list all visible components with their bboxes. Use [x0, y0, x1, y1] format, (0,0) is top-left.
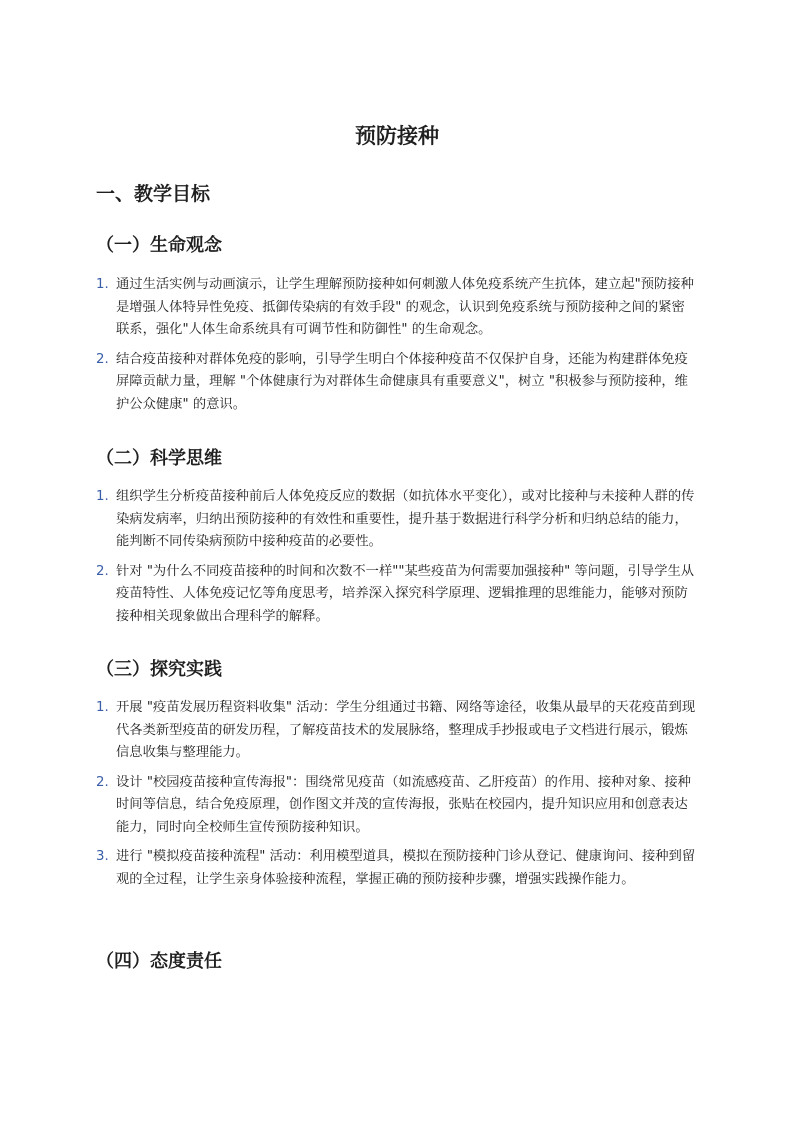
inquiry-practice-list	[96, 697, 698, 898]
list-item-number: 1.	[96, 700, 109, 715]
section-heading-teaching-goals: 一、教学目标	[96, 183, 211, 205]
list-item-text: 组织学生分析疫苗接种前后人体免疫反应的数据（如抗体水平变化），或对比接种与未接种人群的传染病发病率，归纳出预防接种的有效性和重要性，提升基于数据进行科学分析和归纳总结的能力，能判断不同传染病预防中接种疫苗的必要性。	[116, 489, 695, 549]
subsection-heading-attitude-responsibility: （四）态度责任	[96, 951, 222, 972]
list-item-number: 2.	[96, 563, 109, 579]
subsection-heading-scientific-thinking: （二）科学思维	[96, 448, 222, 469]
list-item-number: 2.	[96, 351, 109, 367]
life-concept-list	[96, 274, 698, 423]
list-item	[96, 349, 698, 417]
list-item-text: 结合疫苗接种对群体免疫的影响，引导学生明白个体接种疫苗不仅保护自身，还能为构建群体免疫屏障贡献力量，理解 "个体健康行为对群体生命健康具有重要意义"，树立 "积极参与预防接种，维护公众健康" 的意识。	[116, 351, 688, 412]
list-item-text: 通过生活实例与动画演示，让学生理解预防接种如何刺激人体免疫系统产生抗体，建立起"预防接种是增强人体特异性免疫、抵御传染病的有效手段" 的观念，认识到免疫系统与预防接种之间的紧密联系，强化"人体生命系统具有可调节性和防御性" 的生命观念。	[116, 277, 694, 337]
list-item	[96, 561, 698, 629]
list-item	[96, 486, 698, 554]
list-item	[96, 697, 698, 765]
list-item-number: 3.	[96, 849, 109, 864]
list-item-number: 1.	[96, 277, 109, 292]
list-item-text: 针对 "为什么不同疫苗接种的时间和次数不一样""某些疫苗为何需要加强接种" 等问题，引导学生从疫苗特性、人体免疫记忆等角度思考，培养深入探究科学原理、逻辑推理的思维能力，能够对预防接种相关现象做出合理科学的解释。	[116, 563, 695, 624]
list-item-text: 进行 "模拟疫苗接种流程" 活动：利用模型道具，模拟在预防接种门诊从登记、健康询问、接种到留观的全过程，让学生亲身体验接种流程，掌握正确的预防接种步骤，增强实践操作能力。	[116, 849, 696, 887]
list-item	[96, 846, 698, 891]
document-title: 预防接种	[355, 124, 439, 148]
subsection-heading-life-concept: （一）生命观念	[96, 235, 222, 256]
list-item-number: 2.	[96, 774, 109, 790]
list-item-text: 开展 "疫苗发展历程资料收集" 活动：学生分组通过书籍、网络等途径，收集从最早的天花疫苗到现代各类新型疫苗的研发历程，了解疫苗技术的发展脉络，整理成手抄报或电子文档进行展示，锻炼信息收集与整理能力。	[116, 700, 696, 760]
scientific-thinking-list	[96, 486, 698, 635]
list-item-text: 设计 "校园疫苗接种宣传海报"：围绕常见疫苗（如流感疫苗、乙肝疫苗）的作用、接种对象、接种时间等信息，结合免疫原理，创作图文并茂的宣传海报，张贴在校园内，提升知识应用和创意表达能力，同时向全校师生宣传预防接种知识。	[116, 774, 691, 835]
list-item	[96, 772, 698, 840]
list-item-number: 1.	[96, 489, 109, 504]
list-item	[96, 274, 698, 342]
subsection-heading-inquiry-practice: （三）探究实践	[96, 659, 222, 680]
